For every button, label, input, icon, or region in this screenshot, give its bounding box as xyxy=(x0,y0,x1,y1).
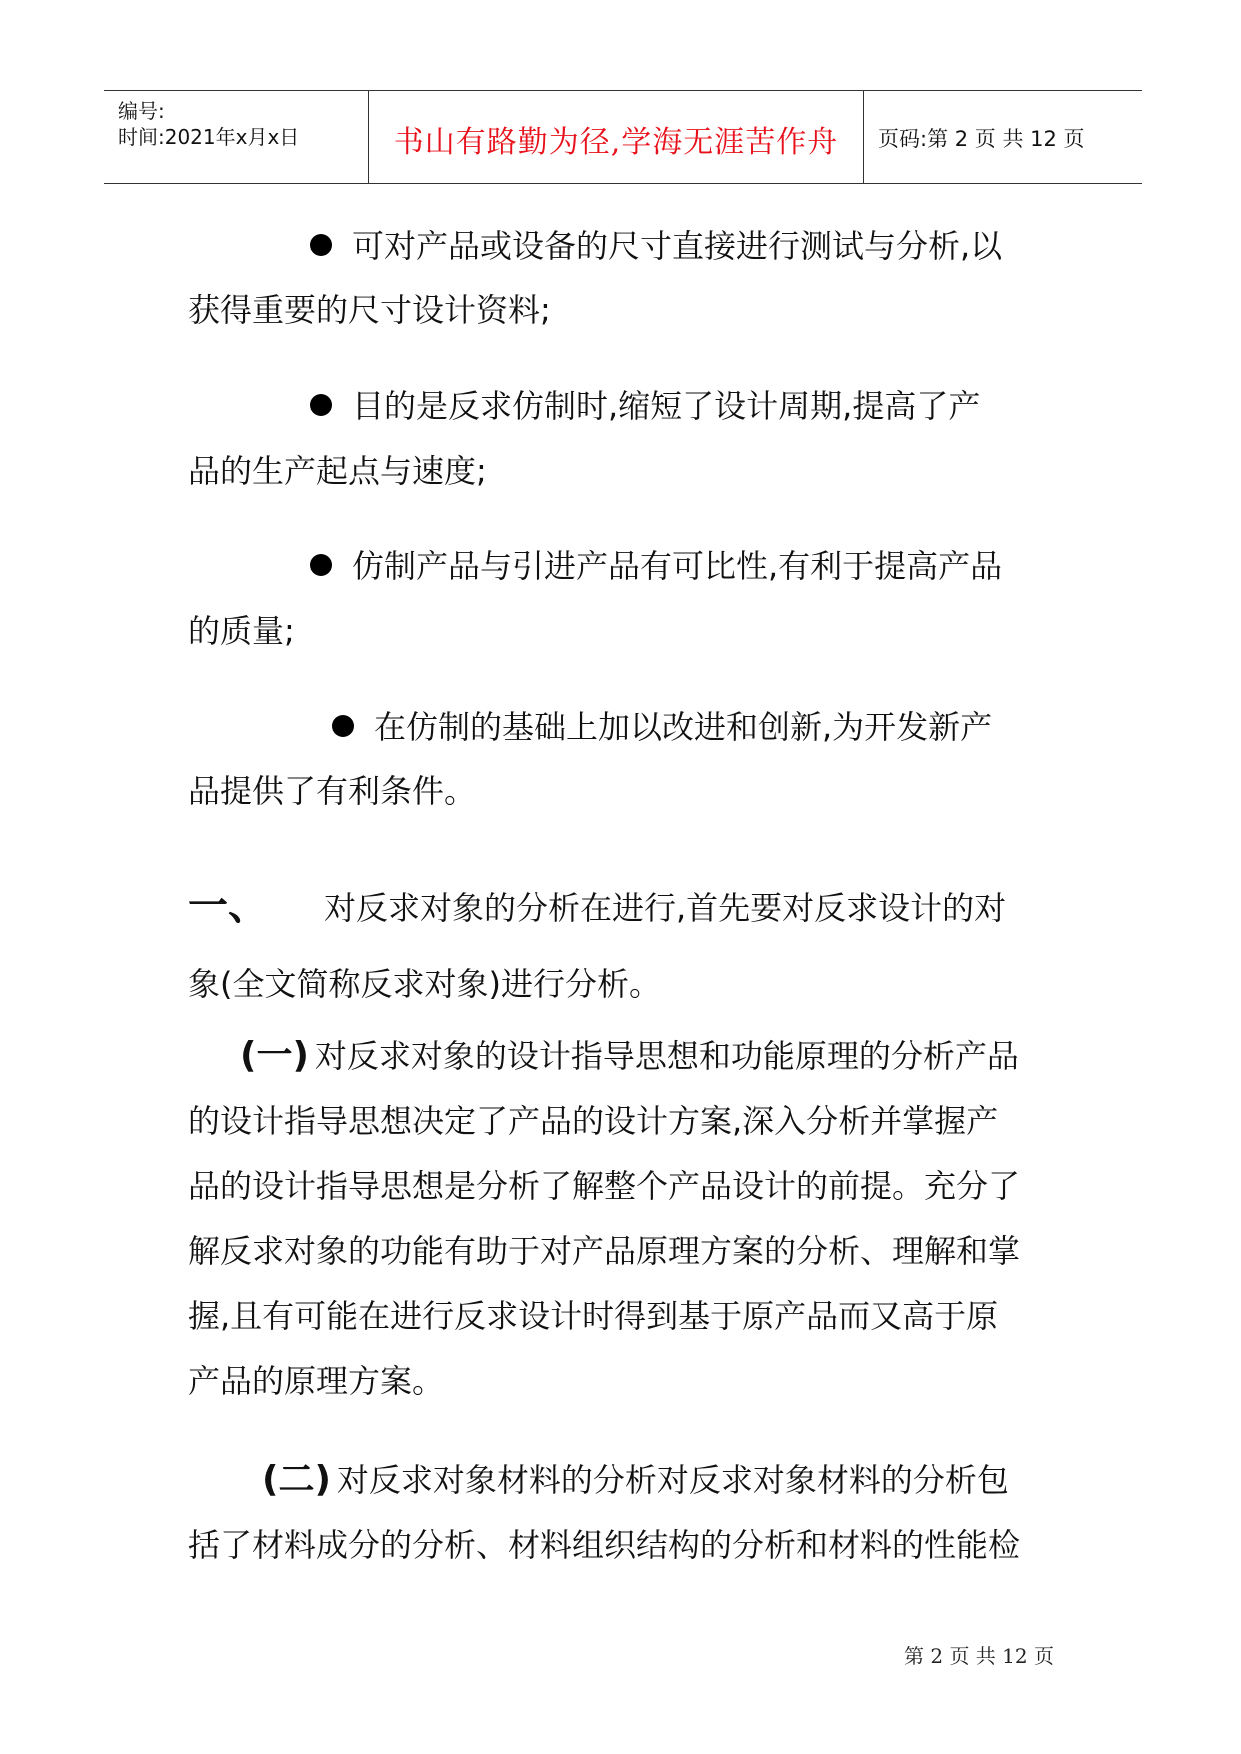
bullet-item-2: 目的是反求仿制时,缩短了设计周期,提高了产 xyxy=(310,386,980,426)
body-line: 象(全文简称反求对象)进行分析。 xyxy=(188,965,661,1003)
section-heading-1: 一、 对反求对象的分析在进行,首先要对反求设计的对 xyxy=(188,883,1007,929)
body-line: 的质量; xyxy=(188,612,295,650)
body-line: 品提供了有利条件。 xyxy=(188,772,477,810)
subsection-marker: (二) xyxy=(262,1459,331,1500)
body-line: 握,且有可能在进行反求设计时得到基于原产品而又高于原 xyxy=(188,1297,999,1335)
bullet-item-3: 仿制产品与引进产品有可比性,有利于提高产品 xyxy=(310,546,1002,586)
bullet-dot-icon xyxy=(310,394,332,416)
body-line: 解反求对象的功能有助于对产品原理方案的分析、理解和掌 xyxy=(188,1232,1021,1270)
page-footer: 第 2 页 共 12 页 xyxy=(904,1644,1054,1668)
bullet-dot-icon xyxy=(310,234,332,256)
body-line: 产品的原理方案。 xyxy=(188,1362,445,1400)
bullet-item-1: 可对产品或设备的尺寸直接进行测试与分析,以 xyxy=(310,226,1002,266)
subsection-heading-1: (一) 对反求对象的设计指导思想和功能原理的分析产品 xyxy=(240,1035,1019,1076)
document-time-label: 时间:2021年x月x日 xyxy=(118,125,300,149)
bullet-item-4: 在仿制的基础上加以改进和创新,为开发新产 xyxy=(332,707,992,747)
bullet-dot-icon xyxy=(310,554,332,576)
body-line: 获得重要的尺寸设计资料; xyxy=(188,291,551,329)
body-line: 品的生产起点与速度; xyxy=(188,452,487,490)
header-motto: 书山有路勤为径,学海无涯苦作舟 xyxy=(393,125,839,160)
document-number-label: 编号: xyxy=(118,99,165,123)
bullet-dot-icon xyxy=(332,715,354,737)
body-line: 的设计指导思想决定了产品的设计方案,深入分析并掌握产 xyxy=(188,1102,999,1140)
subsection-heading-2: (二) 对反求对象材料的分析对反求对象材料的分析包 xyxy=(262,1459,1009,1500)
header-page-code: 页码:第 2 页 共 12 页 xyxy=(878,127,1085,151)
subsection-marker: (一) xyxy=(240,1035,309,1076)
section-number: 一、 xyxy=(188,883,268,929)
body-line: 品的设计指导思想是分析了解整个产品设计的前提。充分了 xyxy=(188,1167,1021,1205)
body-line: 括了材料成分的分析、材料组织结构的分析和材料的性能检 xyxy=(188,1526,1021,1564)
